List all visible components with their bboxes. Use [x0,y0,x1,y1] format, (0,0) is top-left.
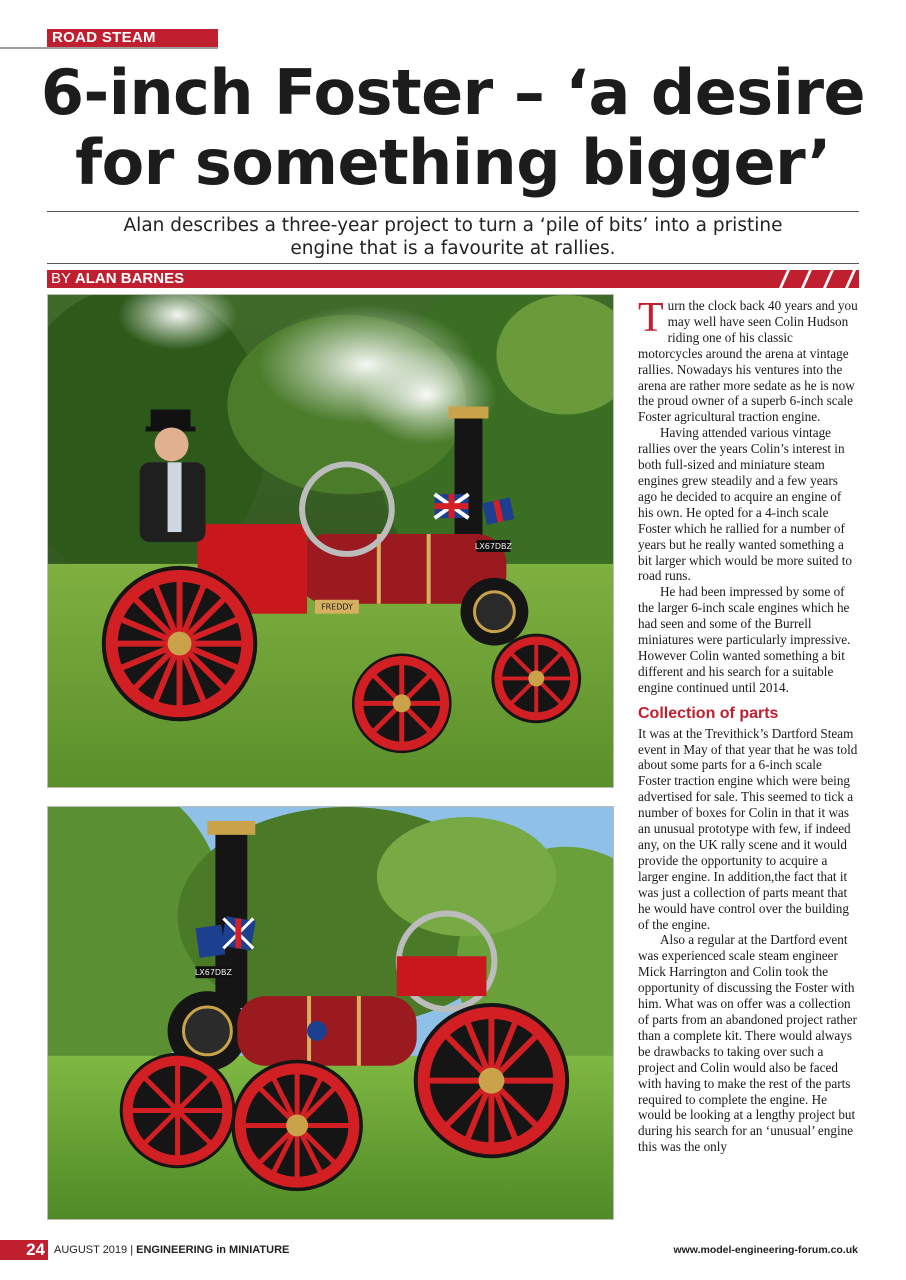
footer-issue-date: AUGUST 2019 [54,1244,128,1256]
byline [51,270,184,288]
headline-line-1: 6-inch Foster – ‘a desire [40,56,866,129]
standfirst [60,214,846,260]
byline-prefix: BY [51,270,75,287]
paragraph-4: It was at the Trevithick’s Dartford Steam event in May of that year that he was told about some parts for a 6-inch scale Foster traction engine which were being advertised for sale. This seemed to tick a number of boxes for Colin in that it was an unusual prototype with few, if indeed any, on the UK rally scene and it would provide the opportunity to acquire a larger engine. In addition,the fact that it was just a collection of parts meant that he would have control over the building of the engine. [638,725,858,932]
standfirst-line-1: Alan describes a three-year project to turn a ‘pile of bits’ into a pristine [123,215,783,236]
photo-engine-with-driver [47,294,614,788]
paragraph-1 [638,295,858,425]
article-body [638,295,858,1155]
footer-separator: | [127,1244,137,1256]
standfirst-line-2: engine that is a favourite at rallies. [290,238,616,259]
paragraph-3: He had been impressed by some of the larger 6-inch scale engines which he had seen and some of the Burrell miniatures were particularly impressive. However Colin wanted something a bit different and his search for a suitable engine continued until 2014. [638,584,851,695]
byline-stripes-decoration [773,270,859,288]
page-number: 24 [0,1240,48,1260]
photo-engine-front-view [47,806,614,1220]
byline-bar [47,270,859,288]
headline [20,58,886,198]
photo1-nameplate: FREDDY [321,602,353,612]
photo1-number-plate: LX67DBZ [474,541,512,551]
top-rule [0,47,218,49]
headline-line-2: for something bigger’ [75,126,831,199]
deck-rule-bottom [47,263,859,264]
drop-cap: T [638,295,664,341]
footer-website-url: www.model-engineering-forum.co.uk [673,1244,858,1256]
photo-engine-with-driver-image [48,295,613,787]
footer-magazine-title: ENGINEERING in MINIATURE [136,1244,290,1256]
page-footer [0,1240,906,1264]
paragraph-1-text: urn the clock back 40 years and you may well have seen Colin Hudson riding one of his classic motorcycles around the arena at vintage rallies. Nowadays his ventures into the arena are rather more sedate as he is now the proud owner of a superb 6-inch scale Foster agricultural traction engine. [638,298,858,425]
paragraph-5: Also a regular at the Dartford event was experienced scale steam engineer Mick Harrington and Colin took the opportunity of discussing the Foster with him. What was on offer was a collection of parts from an abandoned project rather than a complete kit. There would always be drawbacks to taking over such a project and Colin would also be faced with having to make the rest of the parts required to complete the engine. He would be looking at a lengthy project but during his search for an ‘unusual’ engine this was the only [638,932,857,1155]
section-tag: ROAD STEAM [47,29,218,47]
photo-engine-front-view-image [48,807,613,1219]
byline-author: ALAN BARNES [74,270,185,287]
subheading-collection-of-parts: Collection of parts [638,704,779,722]
paragraph-2: Having attended various vintage rallies over the years Colin’s interest in both full-sized and miniature steam engines grew steadily and a few years ago he decided to acquire an engine of his own. He opted for a 4-inch scale Foster which he rallied for a number of years but he really wanted something a bit larger which would be more suited to road runs. [638,425,853,584]
footer-issue-info [54,1243,289,1257]
photo2-number-plate: LX67DBZ [194,968,232,978]
deck-rule-top [47,211,859,212]
